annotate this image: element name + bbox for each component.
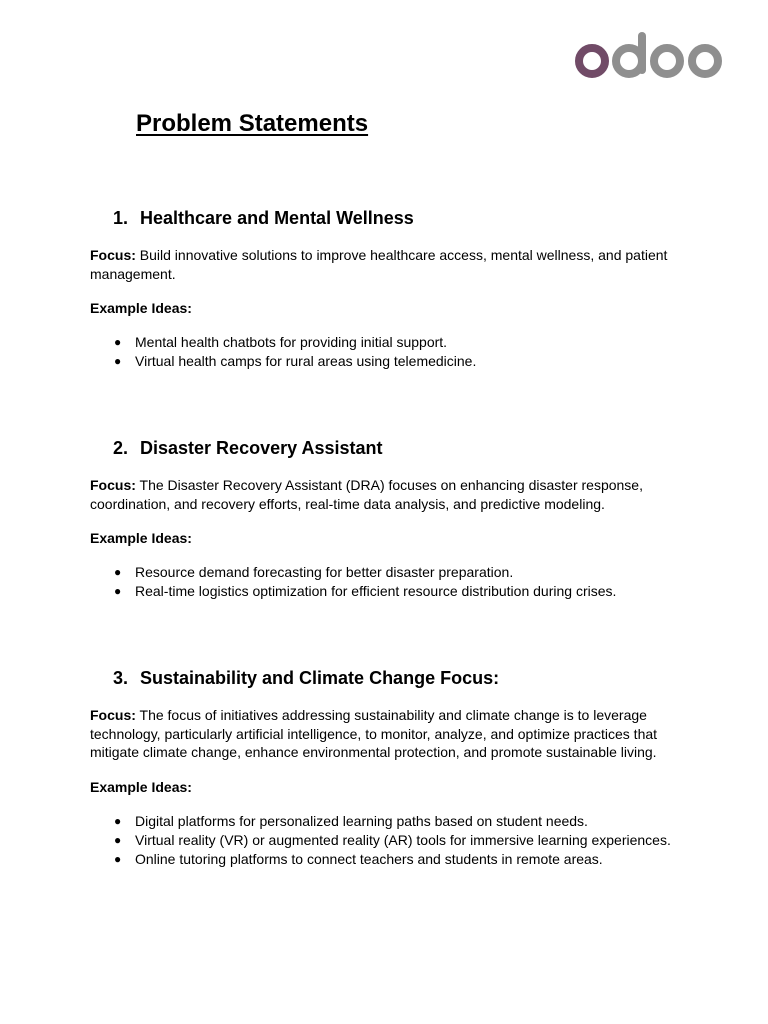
- bullet-icon: ●: [114, 851, 122, 866]
- bullet-icon: ●: [114, 832, 122, 847]
- section-heading: [113, 437, 680, 459]
- section-number: 3.: [113, 668, 129, 688]
- section-number: 1.: [113, 208, 129, 228]
- idea-text: Virtual reality (VR) or augmented reality (AR) tools for immersive learning experiences.: [135, 831, 671, 848]
- section-disaster-recovery: [90, 437, 680, 601]
- idea-text: Real-time logistics optimization for efficient resource distribution during crises.: [135, 583, 617, 599]
- idea-text: Online tutoring platforms to connect teachers and students in remote areas.: [135, 850, 603, 867]
- list-item: [90, 333, 680, 352]
- section-title: Healthcare and Mental Wellness: [140, 208, 414, 228]
- examples-label: Example Ideas:: [90, 300, 192, 316]
- idea-list: [90, 812, 680, 869]
- bullet-icon: ●: [114, 584, 122, 598]
- page-title: Problem Statements: [136, 110, 369, 137]
- focus-text: The focus of initiatives addressing sustainability and climate change is to leverage technology, particularly artificial intelligence, to monitor, analyze, and optimize practices that mitigate climate change, enhance environmental protection, and promote sustainable living.: [90, 707, 658, 760]
- focus-paragraph: [90, 476, 680, 513]
- bullet-icon: ●: [114, 565, 122, 579]
- section-heading: [113, 207, 680, 229]
- focus-paragraph: [90, 706, 680, 762]
- idea-list: [90, 333, 680, 371]
- examples-label: Example Ideas:: [90, 530, 192, 546]
- section-title: Sustainability and Climate Change Focus:: [140, 668, 500, 688]
- focus-label: Focus:: [90, 707, 136, 723]
- section-sustainability: [90, 667, 680, 869]
- section-title: Disaster Recovery Assistant: [140, 438, 383, 458]
- idea-text: Virtual health camps for rural areas using telemedicine.: [135, 353, 477, 369]
- idea-text: Digital platforms for personalized learning paths based on student needs.: [135, 812, 588, 829]
- focus-text: Build innovative solutions to improve healthcare access, mental wellness, and patient management.: [90, 247, 668, 282]
- bullet-icon: ●: [114, 813, 122, 828]
- idea-list: [90, 563, 680, 601]
- odoo-logo: [574, 30, 724, 84]
- list-item: [90, 582, 680, 601]
- section-heading: [113, 667, 680, 689]
- focus-label: Focus:: [90, 477, 136, 493]
- examples-label: Example Ideas:: [90, 778, 192, 795]
- idea-text: Mental health chatbots for providing initial support.: [135, 334, 448, 350]
- section-healthcare: [90, 207, 680, 371]
- idea-text: Resource demand forecasting for better disaster preparation.: [135, 564, 514, 580]
- list-item: [90, 831, 680, 850]
- bullet-icon: ●: [114, 335, 122, 349]
- focus-paragraph: [90, 246, 680, 283]
- section-number: 2.: [113, 438, 129, 458]
- list-item: [90, 352, 680, 371]
- list-item: [90, 812, 680, 831]
- focus-text: The Disaster Recovery Assistant (DRA) focuses on enhancing disaster response, coordination, and recovery efforts, real-time data analysis, and predictive modeling.: [90, 477, 643, 512]
- list-item: [90, 563, 680, 582]
- focus-label: Focus:: [90, 247, 136, 263]
- list-item: [90, 850, 680, 869]
- bullet-icon: ●: [114, 354, 122, 368]
